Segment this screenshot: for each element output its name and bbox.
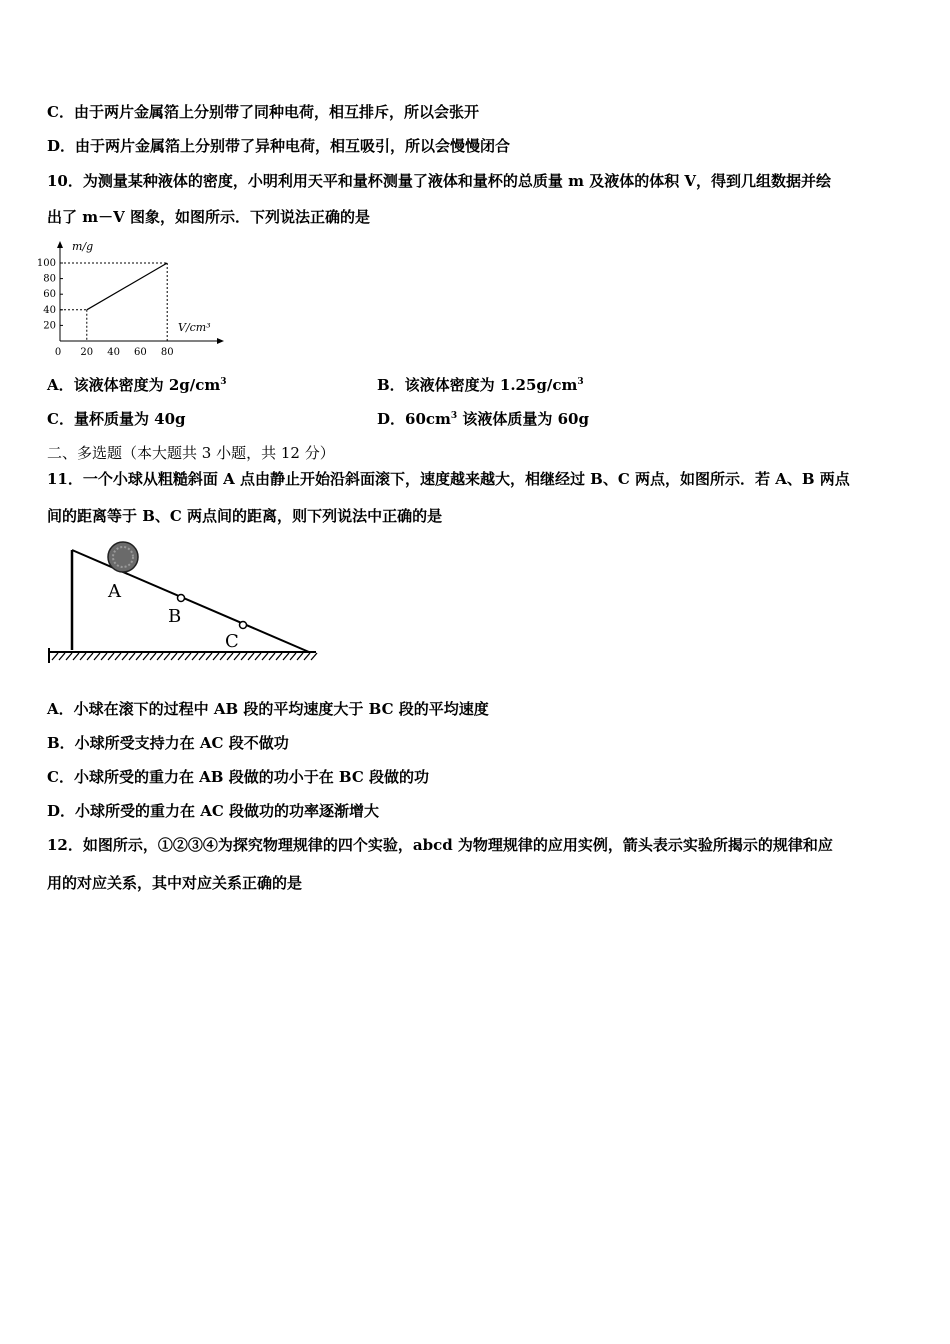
hatch-mark xyxy=(59,653,65,660)
y-axis-arrow xyxy=(57,241,63,248)
q11-option-a: A．小球在滚下的过程中 AB 段的平均速度大于 BC 段的平均速度 xyxy=(47,700,489,718)
x-axis-label: V/cm³ xyxy=(178,321,211,334)
hatch-mark xyxy=(290,653,296,660)
point-b-marker xyxy=(178,595,185,602)
y-tick-label: 80 xyxy=(43,273,56,285)
q11-stem-line2: 间的距离等于 B、C 两点间的距离，则下列说法中正确的是 xyxy=(47,507,443,525)
q10-stem-line2: 出了 m－V 图象，如图所示．下列说法正确的是 xyxy=(47,208,370,226)
hatch-mark xyxy=(150,653,156,660)
ground-hatching xyxy=(52,653,317,660)
hatch-mark xyxy=(157,653,163,660)
point-c-marker xyxy=(240,622,247,629)
x-tick-label: 20 xyxy=(80,347,94,358)
y-axis-label: m/g xyxy=(72,240,94,253)
x-tick-label: 60 xyxy=(134,347,147,358)
y-tick-label: 60 xyxy=(43,289,56,301)
hatch-mark xyxy=(66,653,72,660)
q10-option-d-pre: D．60cm xyxy=(377,410,451,428)
q11-incline-figure xyxy=(44,540,324,665)
hatch-mark xyxy=(213,653,219,660)
hatch-mark xyxy=(255,653,261,660)
hatch-mark xyxy=(220,653,226,660)
label-a: A xyxy=(108,581,121,602)
q10-option-b xyxy=(377,375,584,395)
hatch-mark xyxy=(269,653,275,660)
q11-option-c: C．小球所受的重力在 AB 段做的功小于在 BC 段做的功 xyxy=(47,768,430,786)
hatch-mark xyxy=(73,653,79,660)
hatch-mark xyxy=(185,653,191,660)
q9-option-d: D．由于两片金属箔上分别带了异种电荷，相互吸引，所以会慢慢闭合 xyxy=(47,137,511,155)
q11-option-d: D．小球所受的重力在 AC 段做功的功率逐渐增大 xyxy=(47,802,380,820)
hatch-mark xyxy=(129,653,135,660)
q10-option-a-text: A．该液体密度为 2g/cm xyxy=(47,376,221,394)
hatch-mark xyxy=(276,653,282,660)
hatch-mark xyxy=(122,653,128,660)
hatch-mark xyxy=(192,653,198,660)
hatch-mark xyxy=(304,653,310,660)
hatch-mark xyxy=(241,653,247,660)
q9-option-c: C．由于两片金属箔上分别带了同种电荷，相互排斥，所以会张开 xyxy=(47,103,479,121)
q12-stem-line2: 用的对应关系，其中对应关系正确的是 xyxy=(47,874,303,892)
hatch-mark xyxy=(297,653,303,660)
hatch-mark xyxy=(136,653,142,660)
hatch-mark xyxy=(234,653,240,660)
hatch-mark xyxy=(178,653,184,660)
q10-option-d xyxy=(377,409,589,429)
q10-option-b-sup: 3 xyxy=(577,377,584,387)
label-b: B xyxy=(168,606,182,627)
q11-stem-line1: 11．一个小球从粗糙斜面 A 点由静止开始沿斜面滚下，速度越来越大，相继经过 B、C 两点，如图所示．若 A、B 两点 xyxy=(47,470,850,488)
q10-option-d-post: 该液体质量为 60g xyxy=(457,410,589,428)
hatch-mark xyxy=(143,653,149,660)
y-tick-label: 20 xyxy=(43,320,56,332)
hatch-mark xyxy=(115,653,121,660)
hatch-mark xyxy=(199,653,205,660)
series-line-mv xyxy=(87,263,167,310)
hatch-mark xyxy=(101,653,107,660)
hatch-mark xyxy=(80,653,86,660)
hatch-mark xyxy=(248,653,254,660)
q10-option-a xyxy=(47,375,227,395)
y-tick-label: 100 xyxy=(36,258,56,269)
x-tick-label: 80 xyxy=(160,347,174,358)
q10-option-b-text: B．该液体密度为 1.25g/cm xyxy=(377,376,578,394)
q10-mv-chart xyxy=(36,238,240,363)
x-tick-label: 0 xyxy=(54,347,62,358)
x-axis-arrow xyxy=(217,338,224,344)
hatch-mark xyxy=(108,653,114,660)
y-tick-label: 40 xyxy=(43,304,56,316)
hatch-mark xyxy=(164,653,170,660)
hatch-mark xyxy=(311,653,317,660)
hatch-mark xyxy=(171,653,177,660)
q10-stem-line1: 10．为测量某种液体的密度，小明利用天平和量杯测量了液体和量杯的总质量 m 及液体的体积 V，得到几组数据并绘 xyxy=(47,172,832,190)
q11-option-b: B．小球所受支持力在 AC 段不做功 xyxy=(47,734,289,752)
hatch-mark xyxy=(227,653,233,660)
label-c: C xyxy=(225,631,239,652)
hatch-mark xyxy=(94,653,100,660)
hatch-mark xyxy=(283,653,289,660)
q10-option-d-sup: 3 xyxy=(450,411,458,421)
x-tick-label: 40 xyxy=(107,347,120,358)
hatch-mark xyxy=(87,653,93,660)
section-2-heading: 二、多选题（本大题共 3 小题，共 12 分） xyxy=(47,444,335,462)
q10-option-c: C．量杯质量为 40g xyxy=(47,410,186,428)
q12-stem-line1: 12．如图所示，①②③④为探究物理规律的四个实验，abcd 为物理规律的应用实例，箭头表示实验所揭示的规律和应 xyxy=(47,836,833,854)
hatch-mark xyxy=(262,653,268,660)
q10-option-a-sup: 3 xyxy=(220,377,227,387)
hatch-mark xyxy=(52,653,58,660)
hatch-mark xyxy=(206,653,212,660)
